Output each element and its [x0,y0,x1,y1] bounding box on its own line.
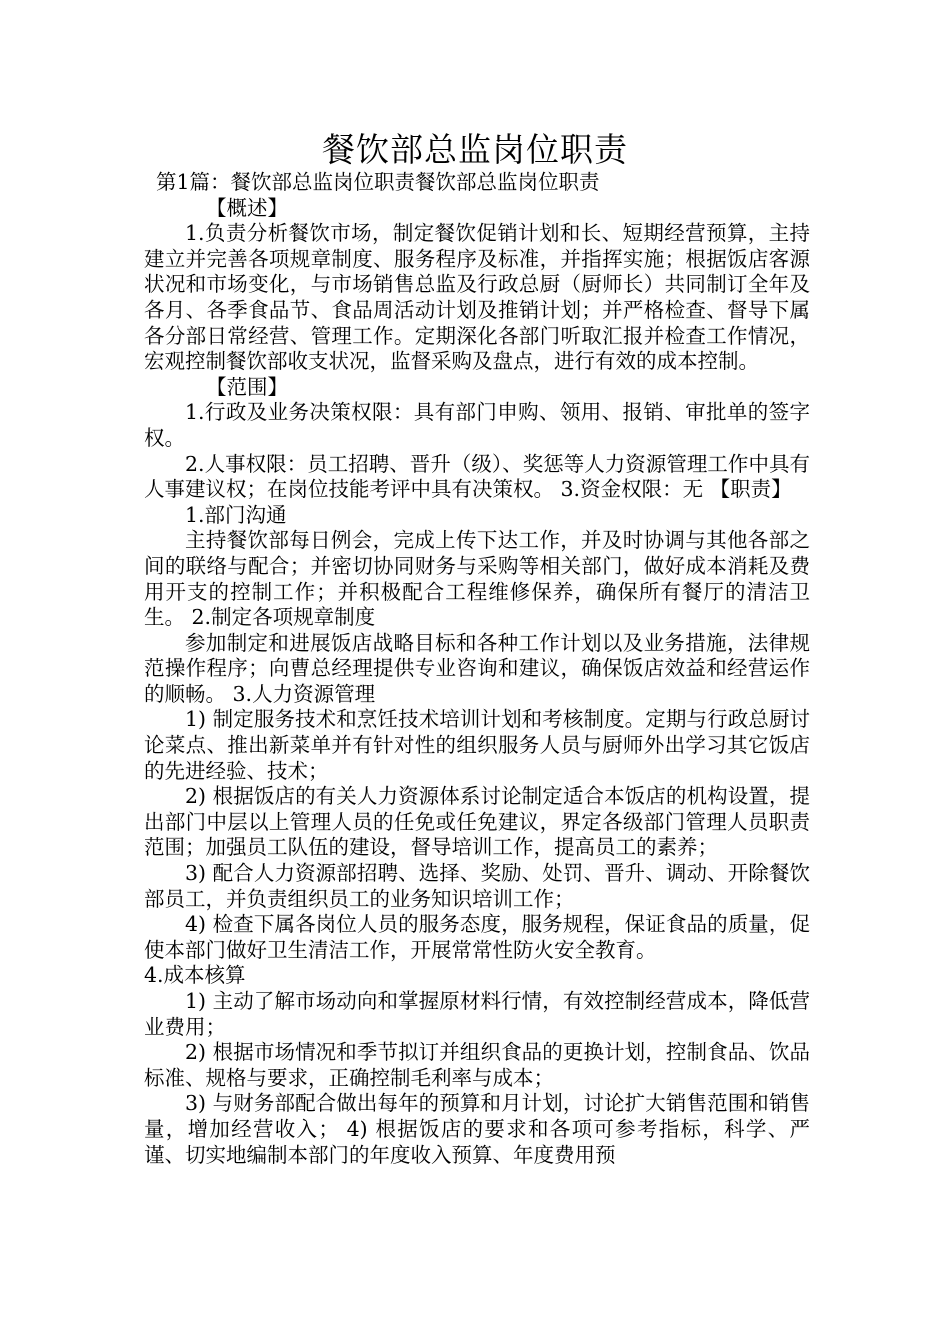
paragraph: 1.部门沟通 [185,502,287,527]
document-title: 餐饮部总监岗位职责 [322,130,628,169]
paragraph: 2) 根据饭店的有关人力资源体系讨论制定适合本饭店的机构设置，提出部门中层以上管理人员的任免或任免建议，界定各级部门管理人员职责范围；加强员工队伍的建设，督导培训工作，提高员工的素养； [144,784,810,860]
paragraph: 2.人事权限：员工招聘、晋升（级）、奖惩等人力资源管理工作中具有人事建议权；在岗位技能考评中具有决策权。 3.资金权限：无 【职责】 [144,451,810,502]
paragraph: 3) 配合人力资源部招聘、选择、奖励、处罚、晋升、调动、开除餐饮部员工，并负责组织员工的业务知识培训工作； [144,861,810,911]
paragraph: 4) 检查下属各岗位人员的服务态度，服务规程，保证食品的质量，促使本部门做好卫生清洁工作，开展常常性防火安全教育。 [144,912,810,962]
paragraph: 1) 主动了解市场动向和掌握原材料行情，有效控制经营成本，降低营业费用； [144,989,810,1039]
paragraph: 1.行政及业务决策权限：具有部门申购、领用、报销、审批单的签字权。 [144,400,810,450]
document-body [144,170,810,1168]
paragraph: 参加制定和进展饭店战略目标和各种工作计划以及业务措施，法律规范操作程序；向曹总经理提供专业咨询和建议，确保饭店效益和经营运作的顺畅。 3.人力资源管理 [144,630,810,706]
paragraph: 主持餐饮部每日例会，完成上传下达工作，并及时协调与其他各部之间的联络与配合；并密切协同财务与采购等相关部门，做好成本消耗及费用开支的控制工作；并积极配合工程维修保养，确保所有餐厅的清洁卫生。 2.制定各项规章制度 [144,528,810,630]
paragraph: 1.负责分析餐饮市场，制定餐饮促销计划和长、短期经营预算，主持建立并完善各项规章制度、服务程序及标准，并指挥实施；根据饭店客源状况和市场变化，与市场销售总监及行政总厨（厨师长）共同制订全年及各月、各季食品节、食品周活动计划及推销计划；并严格检查、督导下属各分部日常经营、管理工作。定期深化各部门听取汇报并检查工作情况，宏观控制餐饮部收支状况，监督采购及盘点，进行有效的成本控制。 [144,221,810,374]
paragraph: 【概述】 [206,195,288,220]
paragraph: 【范围】 [206,374,288,399]
paragraph: 第1篇：餐饮部总监岗位职责餐饮部总监岗位职责 [156,170,600,194]
paragraph: 2) 根据市场情况和季节拟订并组织食品的更换计划，控制食品、饮品标准、规格与要求，正确控制毛利率与成本； [144,1040,810,1090]
paragraph: 3) 与财务部配合做出每年的预算和月计划，讨论扩大销售范围和销售量，增加经营收入； 4) 根据饭店的要求和各项可参考指标，科学、严谨、切实地编制本部门的年度收入预算、年度费用预 [144,1091,810,1167]
paragraph: 4.成本核算 [144,963,246,988]
paragraph: 1) 制定服务技术和烹饪技术培训计划和考核制度。定期与行政总厨讨论菜点、推出新菜单并有针对性的组织服务人员与厨师外出学习其它饭店的先进经验、技术； [144,707,810,783]
